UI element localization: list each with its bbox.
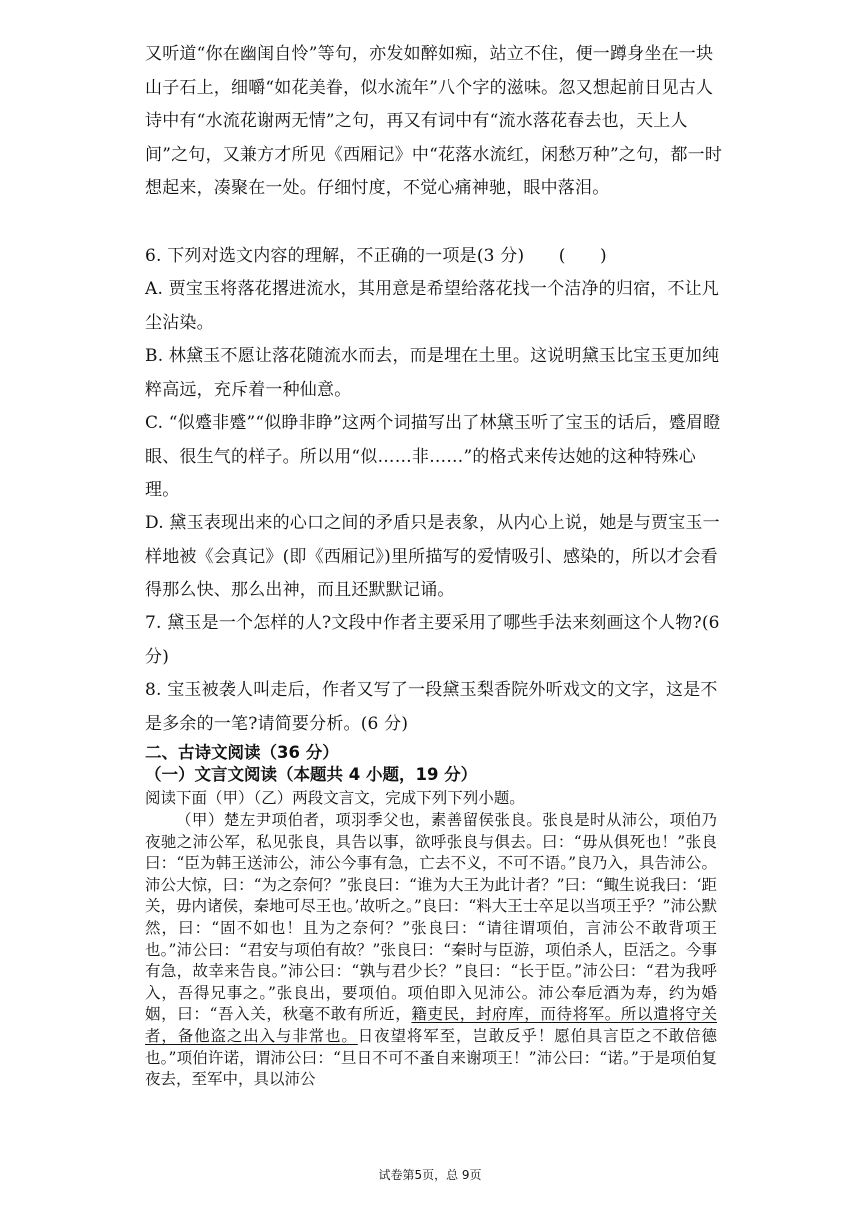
passage-underlined-sentence: 籍吏民，封府库，而待将军。所以遣将守关者，备他盗之出入与非常也。 [145, 1005, 717, 1045]
reading-passage-tail: 又听道“你在幽闺自怜”等句，亦发如醉如痴，站立不住，便一蹲身坐在一块山子石上，细嚼“如花美眷，似水流年”八个字的滋味。忽又想起前日见古人诗中有“水流花谢两无情”之句，再又有词中有“流水落花春去也，天上人间”之句，又兼方才所见《西厢记》中“花落水流红，闲愁万种”之句，都一时想起来，凑聚在一处。仔细忖度，不觉心痛神驰，眼中落泪。 [145, 44, 723, 198]
question-7: 7. 黛玉是一个怎样的人?文段中作者主要采用了哪些手法来刻画这个人物?(6 分) [145, 613, 720, 667]
subsection-title: （一）文言文阅读（本题共 4 小题，19 分） [145, 765, 478, 784]
question-8: 8. 宝玉被袭人叫走后，作者又写了一段黛玉梨香院外听戏文的文字，这是不是多余的一笔?请简要分析。(6 分) [145, 680, 718, 734]
question-6-option-d: D. 黛玉表现出来的心口之间的矛盾只是表象，从内心上说，她是与贾宝玉一样地被《会真记》(即《西厢记》)里所描写的爱情吸引、感染的，所以才会看得那么快、那么出神，而且还默默记诵。 [145, 513, 720, 600]
question-6-option-a: A. 贾宝玉将落花撂进流水，其用意是希望给落花找一个洁净的归宿，不让凡尘沾染。 [145, 279, 720, 333]
section-title: 二、古诗文阅读（36 分） [145, 743, 339, 762]
passage-text-after: 日夜望将军至，岂敢反乎！愿伯具言臣之不敢倍德也。”项伯许诺，谓沛公曰：“旦日不可不蚤自来谢项王！”沛公曰：“诺。”于是项伯复夜去，至军中，具以沛公 [145, 1026, 717, 1089]
classical-passage-jia [145, 810, 717, 1091]
question-6-option-b: B. 林黛玉不愿让落花随流水而去，而是埋在土里。这说明黛玉比宝玉更加纯粹高远，充斥着一种仙意。 [145, 346, 720, 400]
passage-text-before: （甲）楚左尹项伯者，项羽季父也，素善留侯张良。张良是时从沛公，项伯乃夜驰之沛公军，私见张良，具告以事，欲呼张良与俱去。曰：“毋从俱死也！”张良曰：“臣为韩王送沛公，沛公今事有急，亡去不义，不可不语。”良乃入，具告沛公。沛公大惊，曰：“为之奈何？”张良曰：“谁为大王为此计者？”曰：“鲰生说我曰：‘距关，毋内诸侯，秦地可尽王也。’故听之。”良曰：“料大王士卒足以当项王乎？”沛公默然，曰：“固不如也！且为之奈何？”张良曰：“请往谓项伯，言沛公不敢背项王也。”沛公曰：“君安与项伯有故？”张良曰：“秦时与臣游，项伯杀人，臣活之。今事有急，故幸来告良。”沛公曰：“孰与君少长？”良曰：“长于臣。”沛公曰：“君为我呼入，吾得兄事之。”张良出，要项伯。项伯即入见沛公。沛公奉卮酒为寿，约为婚姻，曰：“吾入关，秋毫不敢有所近， [145, 811, 717, 1024]
question-6-stem: 6. 下列对选文内容的理解，不正确的一项是(3 分) ( ) [145, 246, 607, 266]
page-footer: 试卷第5页，总 9页 [378, 1168, 482, 1182]
question-6-option-c: C. “似蹙非蹙”“似睁非睁”这两个词描写出了林黛玉听了宝玉的话后，蹙眉瞪眼、很生气的样子。所以用“似……非……”的格式来传达她的这种特殊心理。 [145, 413, 721, 500]
reading-instruction: 阅读下面（甲）（乙）两段文言文，完成下列下列小题。 [145, 789, 525, 807]
